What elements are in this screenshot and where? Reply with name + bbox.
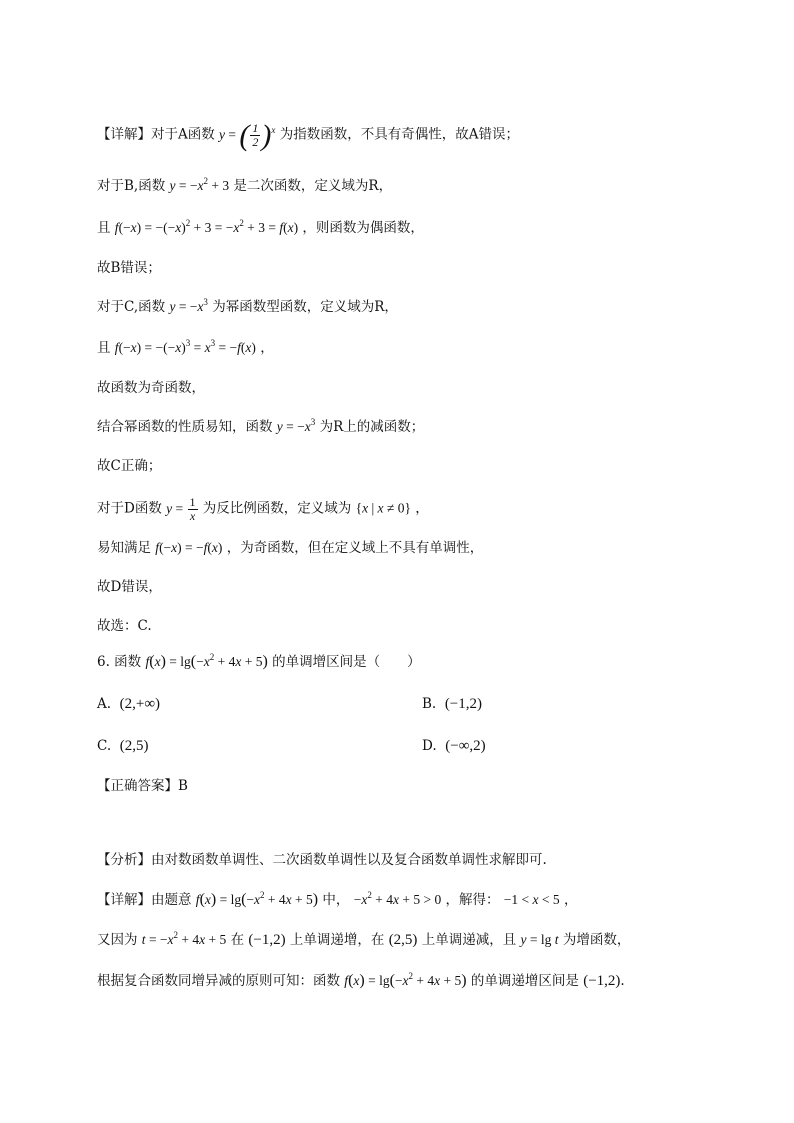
- text: ，为奇函数，但在定义域上不具有单调性，: [226, 540, 484, 556]
- formula: y = $\frac{1}{x}$: [166, 495, 196, 523]
- text: 故B错误；: [97, 260, 161, 276]
- text: 上单调递减，且: [421, 932, 517, 948]
- text: 易知满足: [97, 540, 151, 556]
- text: 且: [97, 340, 111, 356]
- formula: $f(x) = \lg(-x^2 + 4x + 5)$: [344, 971, 467, 989]
- solution-line-8: [97, 417, 424, 437]
- analysis-line-2: [97, 890, 577, 910]
- text: 的单调递增区间是: [470, 973, 579, 989]
- option-a: [97, 694, 160, 714]
- text: 且: [97, 220, 111, 236]
- text: 根据复合函数同增异减的原则可知：函数: [97, 973, 340, 989]
- solution-line-9: [97, 456, 161, 476]
- text: 【详解】对于A函数: [97, 126, 215, 143]
- formula: {x | x ≠ 0}: [355, 500, 411, 516]
- option-d: [422, 736, 486, 756]
- text: .: [620, 973, 625, 989]
- text: 对于C,函数: [97, 299, 166, 315]
- option-label: C.: [97, 738, 112, 754]
- solution-line-4: [97, 258, 161, 278]
- text: 故C正确；: [97, 458, 162, 474]
- text: 在: [230, 932, 245, 948]
- text: 为指数函数，不具有奇偶性，故A错误；: [279, 126, 519, 143]
- option-value: (−∞,2): [445, 738, 486, 754]
- option-label: B.: [422, 696, 437, 712]
- text: 故选：C.: [97, 618, 152, 634]
- formula: −1 < x < 5: [503, 892, 560, 907]
- text: 【分析】由对数函数单调性、二次函数单调性以及复合函数单调性求解即可.: [97, 852, 547, 868]
- text: ，: [563, 892, 578, 908]
- analysis-line-1: [97, 850, 547, 870]
- text: ，: [260, 340, 274, 356]
- text: ，解得：: [445, 892, 500, 908]
- option-label: D.: [422, 738, 437, 754]
- question-stem: [97, 652, 421, 672]
- text: 为幂函数型函数，定义域为R，: [212, 299, 398, 315]
- formula: $f(-x) = -(-x)^3 = x^3 = -f(x)$: [114, 338, 256, 355]
- formula: $f(x) = \lg(-x^2 + 4x + 5)$: [195, 890, 319, 908]
- option-value: (2,5): [119, 738, 149, 754]
- option-value: (−1,2): [444, 696, 483, 712]
- solution-line-7: [97, 378, 205, 398]
- option-b: [422, 694, 482, 714]
- text: 6. 函数: [97, 654, 142, 670]
- text: 结合幂函数的性质易知，函数: [97, 419, 273, 435]
- formula: (2,5): [388, 932, 418, 948]
- solution-line-1: [97, 118, 519, 152]
- option-value: (2,+∞): [119, 696, 161, 712]
- text: 为R上的减函数；: [319, 419, 425, 435]
- solution-line-2: [97, 176, 392, 196]
- formula: $y = -x^2 + 3$: [169, 176, 230, 193]
- formula: y = lg t: [520, 932, 559, 947]
- formula: f(−x) = −f(x): [155, 540, 223, 555]
- solution-line-11: [97, 538, 483, 558]
- solution-line-6: [97, 338, 274, 358]
- option-label: A.: [97, 696, 112, 712]
- solution-line-10: [97, 496, 429, 523]
- text: 为增函数，: [562, 932, 631, 948]
- formula: (−1,2): [248, 932, 286, 948]
- formula: y = ( $\frac{1}{2}$ )$^x$: [219, 118, 276, 152]
- formula: $f(-x) = -(-x)^2 + 3 = -x^2 + 3 = f(x)$: [114, 218, 299, 235]
- solution-line-13: [97, 616, 152, 636]
- text: ，: [415, 500, 429, 517]
- text: 对于B,函数: [97, 178, 166, 194]
- solution-line-5: [97, 297, 398, 317]
- text: 【详解】由题意: [97, 892, 192, 908]
- text: 故D错误，: [97, 579, 162, 595]
- text: ，则函数为偶函数，: [302, 220, 424, 236]
- analysis-line-4: [97, 971, 625, 991]
- formula: $y = -x^3$: [169, 297, 208, 314]
- text: 中，: [322, 892, 350, 908]
- solution-line-3: [97, 218, 424, 238]
- formula: $y = -x^3$: [276, 417, 316, 434]
- analysis-line-3: [97, 930, 630, 950]
- text: 故函数为奇函数，: [97, 380, 205, 396]
- formula: (−1,2): [583, 973, 621, 989]
- option-c: [97, 736, 148, 756]
- text: 为反比例函数，定义域为: [202, 500, 352, 517]
- formula: $t = -x^2 + 4x + 5$: [141, 930, 227, 947]
- text: 对于D函数: [97, 500, 162, 517]
- formula: $-x^2 + 4x + 5 > 0$: [353, 890, 442, 907]
- text: 【正确答案】B: [97, 778, 188, 794]
- solution-line-12: [97, 577, 162, 597]
- correct-answer: [97, 776, 188, 796]
- text: 是二次函数，定义域为R，: [233, 178, 393, 194]
- formula: $f(x) = \lg(-x^2 + 4x + 5)$: [145, 652, 268, 670]
- text: 的单调增区间是（ ）: [272, 654, 421, 670]
- text: 又因为: [97, 932, 138, 948]
- text: 上单调递增，在: [289, 932, 385, 948]
